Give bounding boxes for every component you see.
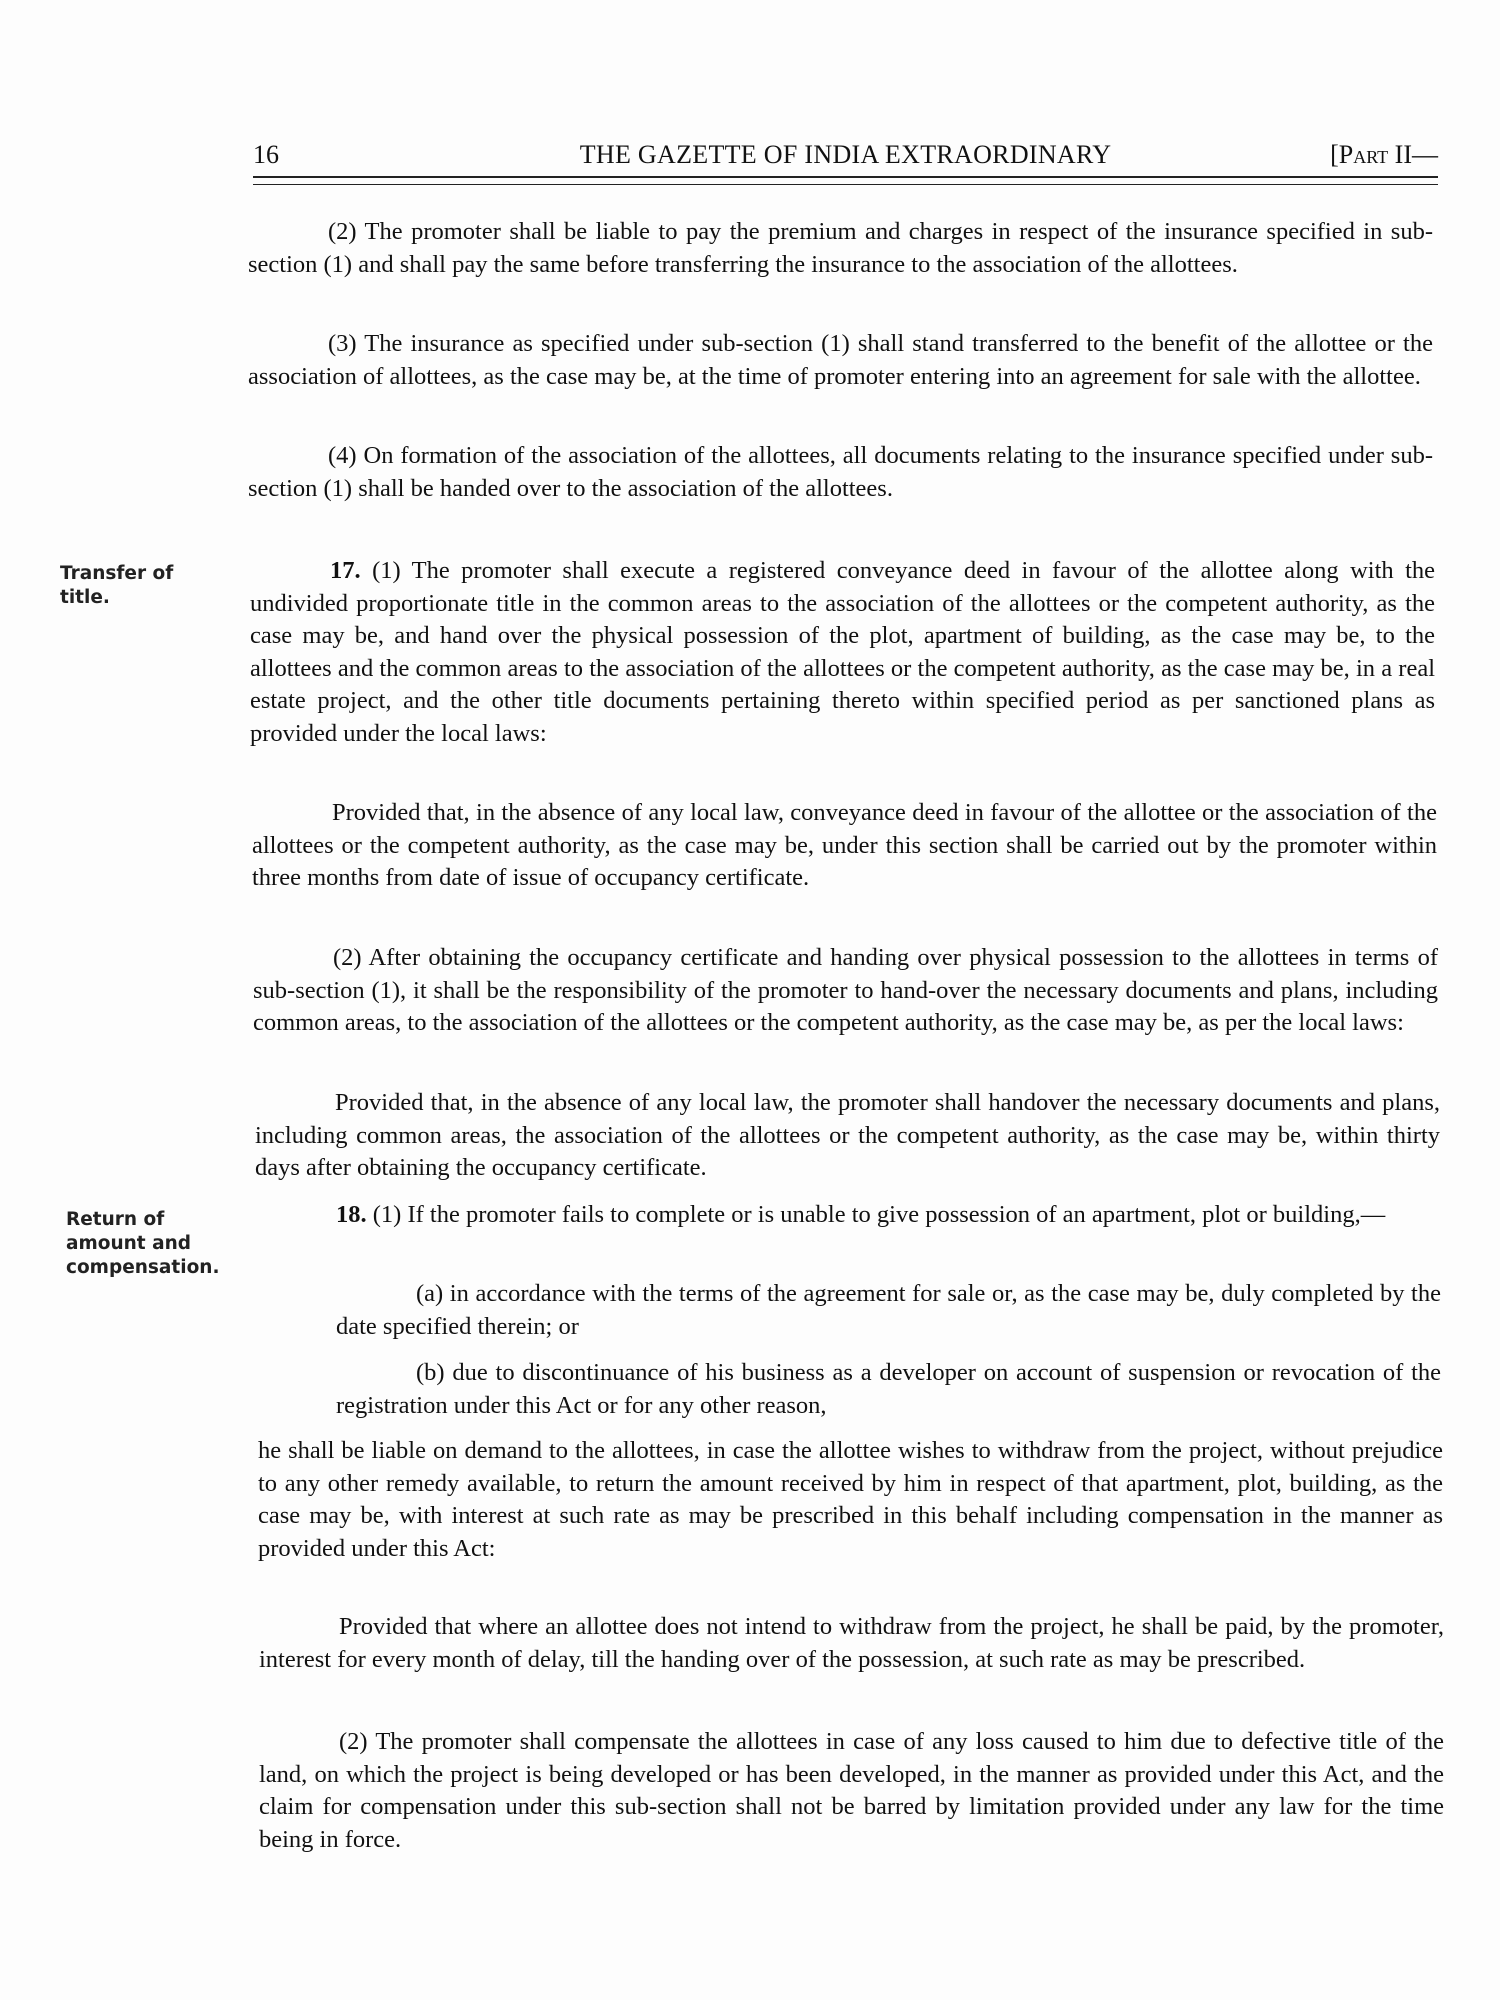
section-18-continuation — [258, 1435, 1443, 1565]
paragraph-16-2 — [248, 216, 1433, 281]
clause-18-b — [336, 1357, 1441, 1422]
page-header — [253, 136, 1438, 176]
margin-note-line: amount and — [66, 1233, 191, 1254]
gazette-title: THE GAZETTE OF INDIA EXTRAORDINARY — [579, 140, 1112, 169]
section-17-proviso-2 — [255, 1087, 1440, 1185]
margin-note-return-of-amount — [66, 1208, 220, 1280]
margin-note-line: Transfer of — [60, 563, 174, 584]
paragraph-text: he shall be liable on demand to the allottees, in case the allottee wishes to withdraw from the project, without prejudice to any other remedy available, to return the amount received by him in respect of that apartment, plot, building, as the case may be, with interest at such rate as may be prescribed in this behalf including compensation in the manner as provided under this Act: — [258, 1437, 1443, 1562]
section-number: 17. — [330, 557, 361, 584]
paragraph-text: (2) After obtaining the occupancy certificate and handing over physical possession to the allottees in terms of sub-section (1), it shall be the responsibility of the promoter to hand-over the necessary documents and plans, including common areas, to the association of the allottees or the competent authority, as the case may be, as per the local laws: — [253, 944, 1438, 1036]
paragraph-text: (2) The promoter shall compensate the allottees in case of any loss caused to him due to defective title of the land, on which the project is being developed or has been developed, in the manner as provided under this Act, and the claim for compensation under this sub-section shall not be barred by limitation provided under any law for the time being in force. — [259, 1728, 1444, 1853]
section-17-proviso-1 — [252, 797, 1437, 895]
paragraph-text: (a) in accordance with the terms of the agreement for sale or, as the case may be, duly completed by the date specified therein; or — [336, 1280, 1441, 1340]
section-18-subsection-1 — [256, 1199, 1441, 1232]
paragraph-text: (1) The promoter shall execute a registered conveyance deed in favour of the allottee along with the undivided proportionate title in the common areas to the association of the allottees or the competent authority, as the case may be, and hand over the physical possession of the plot, apartment of building, as the case may be, to the allottees and the common areas to the association of the allottees or the competent authority, as the case may be, in a real estate project, and the other title documents pertaining thereto within specified period as per sanctioned plans as provided under the local laws: — [250, 557, 1435, 747]
paragraph-16-3 — [248, 328, 1433, 393]
section-18-proviso — [259, 1611, 1444, 1676]
margin-note-line: compensation. — [66, 1257, 220, 1278]
paragraph-16-4 — [248, 440, 1433, 505]
page-number: 16 — [253, 140, 279, 169]
section-17-subsection-1 — [250, 555, 1435, 750]
margin-note-line: Return of — [66, 1209, 165, 1230]
paragraph-text: Provided that, in the absence of any local law, conveyance deed in favour of the allottee or the association of the allottees or the competent authority, as the case may be, under this section shall be carried out by the promoter within three months from date of issue of occupancy certificate. — [252, 799, 1437, 891]
header-rule-bottom — [253, 184, 1438, 185]
section-17-subsection-2 — [253, 942, 1438, 1040]
paragraph-text: (1) If the promoter fails to complete or is unable to give possession of an apartment, plot or building,— — [372, 1201, 1386, 1228]
paragraph-text: Provided that, in the absence of any local law, the promoter shall handover the necessary documents and plans, including common areas, the association of the allottees or the competent authority, as the case may be, within thirty days after obtaining the occupancy certificate. — [255, 1089, 1440, 1181]
paragraph-text: (3) The insurance as specified under sub-section (1) shall stand transferred to the benefit of the allottee or the association of allottees, as the case may be, at the time of promoter entering into an agreement for sale with the allottee. — [248, 330, 1433, 390]
section-18-subsection-2 — [259, 1726, 1444, 1856]
margin-note-transfer-of-title — [60, 562, 173, 610]
clause-18-a — [336, 1278, 1441, 1343]
header-rule-top — [253, 176, 1438, 178]
paragraph-text: (2) The promoter shall be liable to pay the premium and charges in respect of the insurance specified in sub-section (1) and shall pay the same before transferring the insurance to the association of the allottees. — [248, 218, 1433, 278]
margin-note-line: title. — [60, 587, 110, 608]
paragraph-text: (4) On formation of the association of the allottees, all documents relating to the insurance specified under sub-section (1) shall be handed over to the association of the allottees. — [248, 442, 1433, 502]
section-number: 18. — [336, 1201, 367, 1228]
paragraph-text: Provided that where an allottee does not intend to withdraw from the project, he shall be paid, by the promoter, interest for every month of delay, till the handing over of the possession, at such rate as may be prescribed. — [259, 1613, 1444, 1673]
paragraph-text: (b) due to discontinuance of his business as a developer on account of suspension or revocation of the registration under this Act or for any other reason, — [336, 1359, 1441, 1419]
part-label: [Part II— — [1330, 140, 1438, 169]
